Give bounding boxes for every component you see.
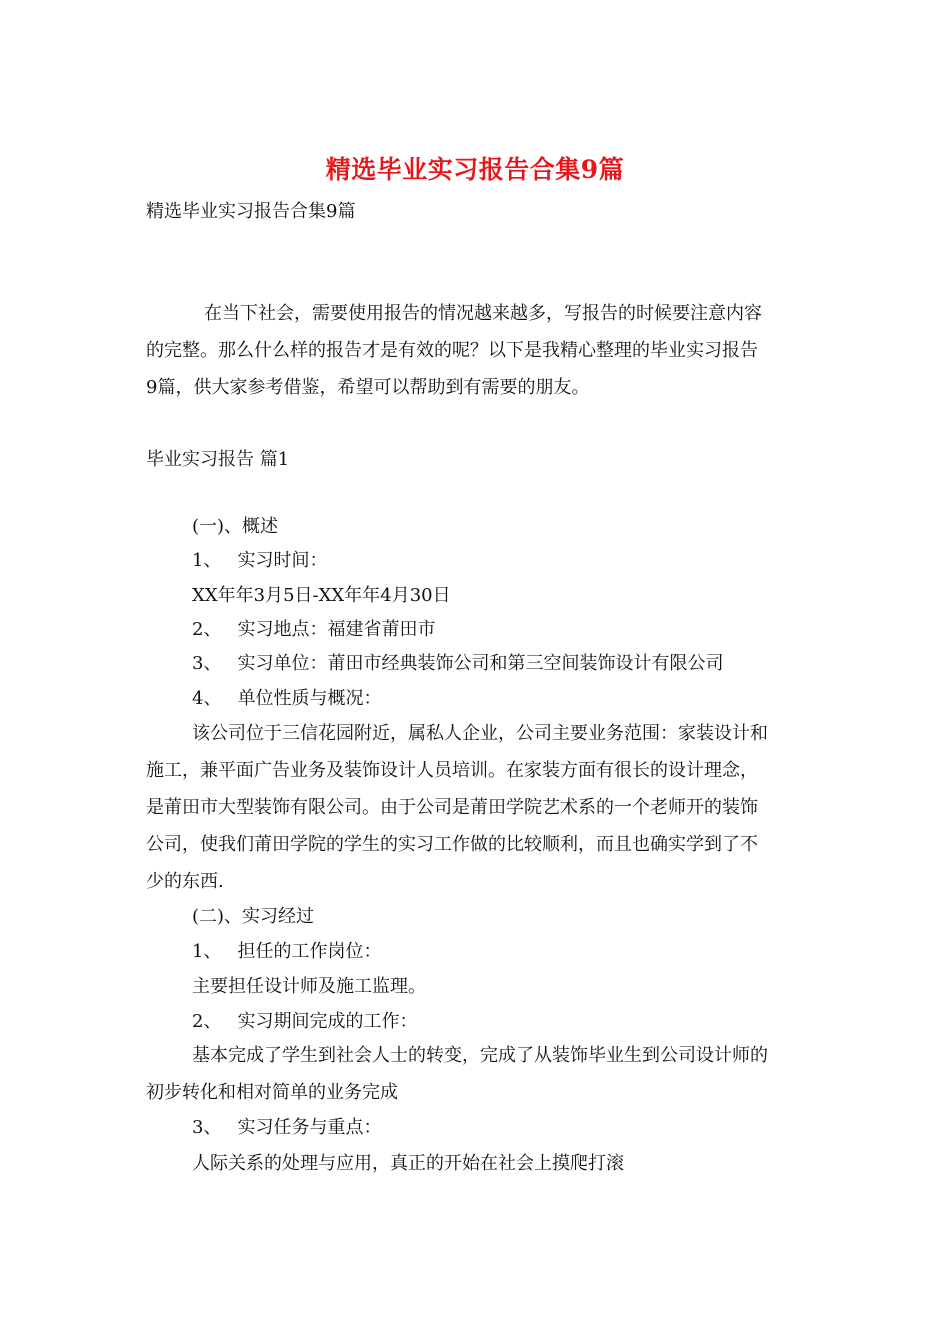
process-item-2 [192, 1010, 417, 1034]
item-3-number: 3、 [192, 653, 222, 674]
process-item-1-number: 1、 [192, 941, 222, 962]
item-1-label: 实习时间： [237, 550, 328, 571]
item-1-value: XX年年3月5日-XX年年4月30日 [192, 585, 451, 606]
process-item-2-value-line-2: 初步转化和相对简单的业务完成 [146, 1082, 398, 1103]
document-title: 精选毕业实习报告合集9篇 [325, 155, 625, 184]
process-item-1-label: 担任的工作岗位： [237, 941, 382, 962]
item-3-label: 实习单位：莆田市经典装饰公司和第三空间装饰设计有限公司 [237, 653, 724, 674]
item-4-label: 单位性质与概况： [237, 688, 382, 709]
process-item-2-label: 实习期间完成的工作： [237, 1011, 418, 1032]
process-item-1-value: 主要担任设计师及施工监理。 [192, 976, 426, 997]
process-heading: (二)、实习经过 [192, 906, 315, 927]
item-4 [192, 687, 381, 711]
intro-line-2: 的完整。那么什么样的报告才是有效的呢？以下是我精心整理的毕业实习报告 [146, 340, 758, 361]
item-2-label: 实习地点：福建省莆田市 [237, 619, 436, 640]
overview-heading: (一)、概述 [192, 516, 279, 537]
process-item-3 [192, 1116, 381, 1140]
process-item-2-value-line-1: 基本完成了学生到社会人士的转变，完成了从装饰毕业生到公司设计师的 [192, 1045, 768, 1066]
section-heading: 毕业实习报告 篇1 [146, 449, 290, 470]
process-item-3-label: 实习任务与重点： [237, 1117, 382, 1138]
intro-line-3: 9篇，供大家参考借鉴，希望可以帮助到有需要的朋友。 [146, 377, 590, 398]
document-subtitle: 精选毕业实习报告合集9篇 [146, 201, 356, 222]
intro-line-1: 在当下社会，需要使用报告的情况越来越多，写报告的时候要注意内容 [204, 303, 762, 324]
process-item-3-number: 3、 [192, 1117, 222, 1138]
item-1 [192, 549, 327, 573]
item-1-number: 1、 [192, 550, 222, 571]
company-desc-line-3: 是莆田市大型装饰有限公司。由于公司是莆田学院艺术系的一个老师开的装饰 [146, 797, 758, 818]
process-item-1 [192, 940, 381, 964]
company-desc-line-5: 少的东西. [146, 871, 224, 892]
item-3 [192, 652, 723, 676]
company-desc-line-2: 施工，兼平面广告业务及装饰设计人员培训。在家装方面有很长的设计理念， [146, 760, 758, 781]
company-desc-line-1: 该公司位于三信花园附近，属私人企业，公司主要业务范围：家装设计和 [192, 723, 768, 744]
item-2 [192, 618, 435, 642]
process-item-2-number: 2、 [192, 1011, 222, 1032]
item-2-number: 2、 [192, 619, 222, 640]
company-desc-line-4: 公司，使我们莆田学院的学生的实习工作做的比较顺利，而且也确实学到了不 [146, 834, 758, 855]
item-4-number: 4、 [192, 688, 222, 709]
process-item-3-value: 人际关系的处理与应用，真正的开始在社会上摸爬打滚 [192, 1153, 624, 1174]
